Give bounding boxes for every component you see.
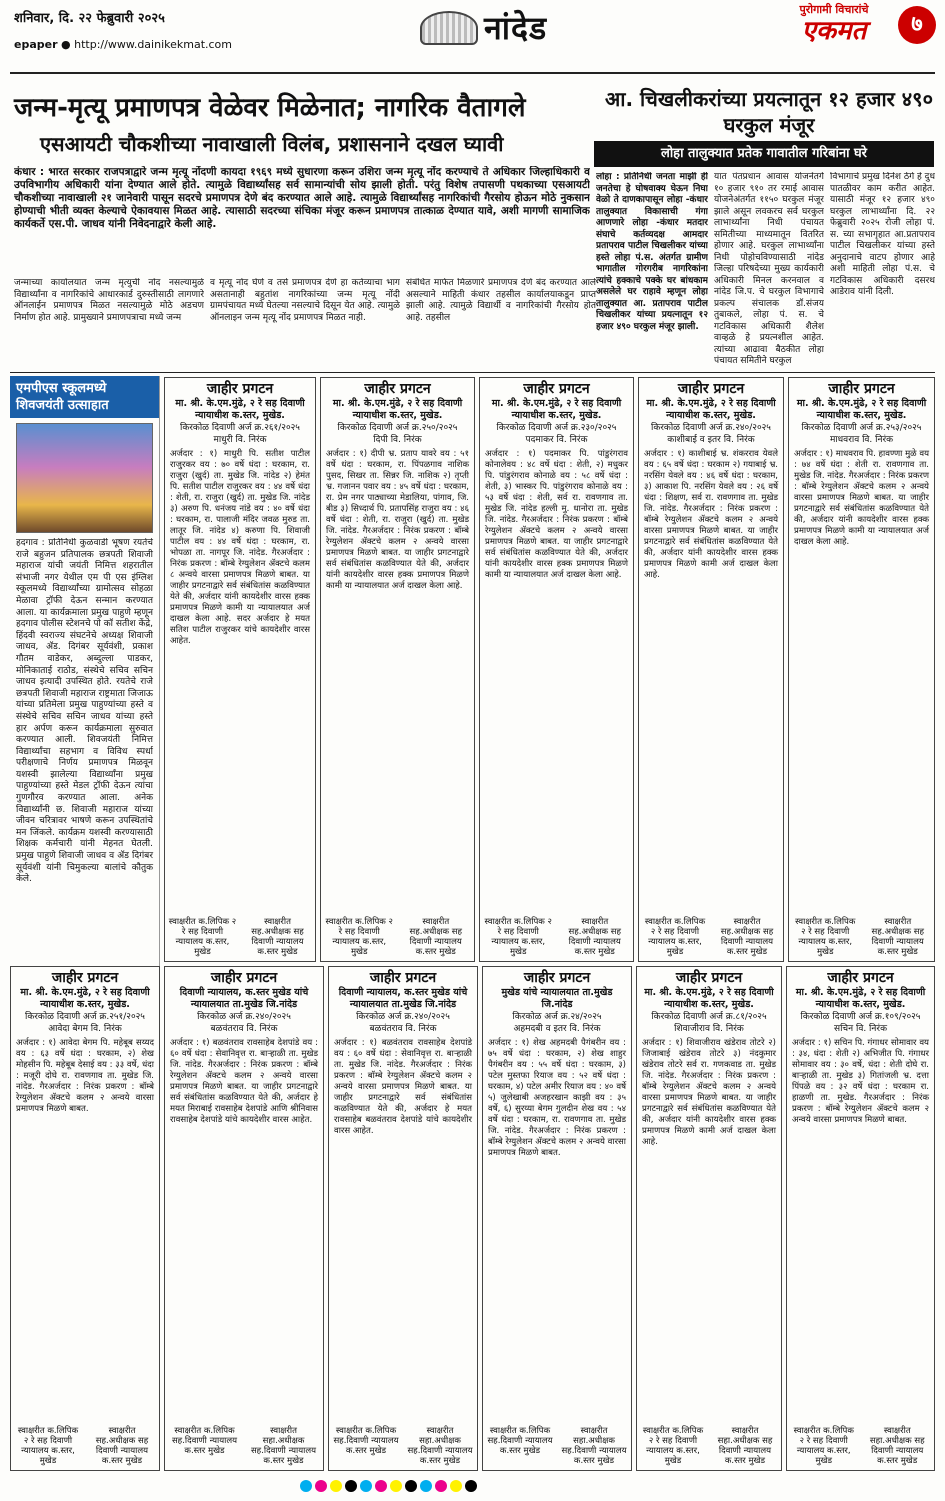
registration-dot (375, 1480, 387, 1492)
notice-court: मुखेड यांचे न्यायालयात ता.मुखेड जि.नांदेड (501, 987, 613, 1010)
notice-sign-left: स्वाक्षरीत क.लिपिक २ रे सह दिवाणी न्यायालय क.स्तर, मुखेड (644, 917, 706, 957)
city-emblem-icon (420, 11, 478, 45)
notice-signatures (483, 1426, 631, 1466)
notice-court: मा. श्री. के.एम.मुंढे, २ रे सह दिवाणी न्यायाधीश क.स्तर, मुखेड. (795, 987, 926, 1010)
notice-parties: पदमाकर वि. निरंक (525, 435, 588, 445)
notice-case-number: किरकोळ दिवाणी अर्ज क्र.१०९/२०२५ (800, 1012, 921, 1022)
notice-case-number: किरकोळ अर्ज क्र.२४०/२०२५ (197, 1012, 291, 1022)
lead-continued-3: संबंधित मार्फत मिळणारे प्रमाणपत्र देणे बंद करण्यात आले असल्याने माहिती कंधार तहसील कार्यालयाकडून प्राप्त झाली आहे. त्यामुळे विद्यार्थी व नागरिकांची गैरसोय होत आहे. तहसील (406, 278, 596, 323)
lead-intro: कंधार : भारत सरकार राजपत्राद्वारे जन्म मृत्यू नोंदणी कायदा १९६९ मध्ये सुधारणा करून उशिरा जन्म मृत्यू नोंद करण्याचे ते अधिकार जिल्हाधिकारी व उपविभागीय अधिकारी यांना देण्यात आले होते. त्यामुळे विद्यार्थ्यांसह सर्व सामान्यांची सोय झाली होती. परंतु विशेष तपासणी पथकाच्या एसआयटी चौकशीच्या नावाखाली २१ जानेवारी पासून सदरचे प्रमाणपत्र देणे बंद करण्यात आले आहे. त्यामुळे विद्यार्थ्यांसह नागरिकांची गैरसोय होऊन मोठे नुकसान होण्याची भीती व्यक्त केल्याचे ऐकावयास मिळत आहे. त्यासाठी सदरच्या संचिका मंजूर करून प्रमाणपत्र तात्काळ देण्यात यावे, अशी मागणी सामाजिक कार्यकर्ते एस.पी. जाधव यांनी निवेदनाद्वारे केली आहे. (14, 166, 590, 230)
notice-body: अर्जदार : १) आवेदा बेगम पि. महेबूब सय्यद वय : ६३ वर्षे धंदा : घरकाम, २) शेख मोहसीन पि. महेबूब देसाई वय : ३३ वर्षे, धंदा : मजूरी दोघे रा. रावणगाव ता. मुखेड जि. नांदेड. गैरअर्जदार : निरंक प्रकरण : बॉम्बे रेग्युलेशन ॲक्टचे कलम २ अन्वये वारसा प्रमाणपत्र मिळणे बाबत. (16, 1038, 154, 1114)
second-col-b: यात पंतप्रधान आवास योजनेंतर्ग १० हजार ९१० तर रमाई आवास योजनेअंतर्गत ११५० घरकुल मंजूर झाले असून लवकरच सर्व घरकुल लाभार्थ्यांना निधी पंचायत समितीच्या माध्यमातून वितरित होणार आहे. घरकुल लाभार्थ्यांना निधी पोहोचविण्यासाठी नांदेड जिल्हा परिषदेच्या मुख्य कार्यकारी अधिकारी मिनल करनवाल व नांदेड जि.प. चे घरकुल विभागाचे प्रकल्प संचालक डॉ.संजय तुबाकले, लोहा पं. स. चे गटविकास अधिकारी शैलेश वाव्हळे हे प्रयत्नशील आहेत. त्यांच्या आढावा बैठकीत लोहा पंचायत समितीने घरकुल (714, 172, 824, 366)
notice-parties: दिपी वि. निरंक (373, 435, 422, 445)
second-subheadline: लोहा तालुक्यात प्रतेक गावातील गरिबांना घरे (594, 141, 934, 167)
legal-notice (320, 377, 475, 962)
notice-sign-right: स्वाक्षरीत सहा.अधीक्षक सह.दिवाणी न्यायालय क.स्तर मुखेड (407, 1426, 473, 1466)
registration-dot (315, 1480, 327, 1492)
brand-tagline: पुरोगामी विचारांचे (799, 3, 869, 16)
second-col-a: लोहा : प्रतिनिधी जनता माझी ही जनतेचा हे घोषवाक्य घेऊन निघा वेळो ते दाणकापासून लोहा -कंधार तालुक्यात विकासाची गंगा आणणारे लोहा -कंधार मतदार संघाचे कर्तव्यदक्ष आमदार प्रतापराव पाटील चिखलीकर यांच्या हस्ते लोहा पं.स. अंतर्गत ग्रामीण भागातील गोरगरीब नागरिकांना त्यांचे हक्काचे पक्के घर बांधकाम असलेले घर राहावे म्हणून लोहा तालुक्यात आ. प्रतापराव पाटील चिखलीकर यांच्या प्रयत्नातून १२ हजार ४९० घरकुल मंजूर झाली. (596, 172, 708, 332)
notice-heading: जाहीर प्रगटन (369, 970, 437, 986)
notice-case-number: किरकोळ अर्ज क्र.२४/२०२५ (512, 1012, 602, 1022)
notice-case-number: किरकोळ दिवाणी अर्ज क्र.२३०/२०२५ (496, 423, 617, 433)
brand-logo (780, 2, 888, 45)
page-number: ७ (898, 6, 936, 44)
legal-notice (638, 377, 784, 962)
notice-case-number: किरकोळ दिवाणी अर्ज क्र.२५०/२०२५ (337, 423, 458, 433)
school-event-photo (16, 423, 153, 533)
section-divider (10, 372, 935, 373)
notice-sign-right: स्वाक्षरीत सह.अधीक्षक सह दिवाणी न्यायालय क.स्तर मुखेड (568, 917, 621, 957)
registration-dot (435, 1480, 447, 1492)
registration-dot (360, 1480, 372, 1492)
notice-sign-left: स्वाक्षरीत क.लिपिक २ रे सह दिवाणी न्यायालय क.स्तर, मुखेड (795, 917, 856, 957)
notice-sign-left: स्वाक्षरीत क.लिपिक २ रे सह दिवाणी न्यायालय क.स्तर, मुखेड (17, 1426, 79, 1466)
notice-signatures (789, 917, 934, 957)
notice-body: अर्जदार : १) शेख अहमदबी पैगंबरीन वय : ७५ वर्षे धंदा : घरकाम, २) शेख शाहुर पैगंबरीन वय : ५५ वर्षे धंदा : घरकाम, ३) पटेल मुस्तफा रियाज वय : ५२ वर्षे धंदा : घरकाम, ४) पटेल अमीर रियाज वय : ४० वर्षे ५) जुलेखाबी अजहरखान काझी वय : ३५ वर्षे, ६) सुरय्या बेगम गुलदीन शेख वय : ५४ वर्षे धंदा : घरकाम, रा. रावणगाव ता. मुखेड जि. नांदेड. गैरअर्जदार : निरंक प्रकरण : बॉम्बे रेग्युलेशन ॲक्टचे कलम २ अन्वये वारसा प्रमाणपत्र मिळणे बाबत. (488, 1038, 626, 1158)
issue-date: शनिवार, दि. २२ फेब्रुवारी २०२५ (14, 11, 165, 26)
notice-sign-right: स्वाक्षरीत सहा.अधीक्षक सह दिवाणी न्यायालय क.स्तर मुखेड (717, 1426, 773, 1466)
notice-parties: शिवाजीराव वि. निरंक (674, 1024, 744, 1034)
registration-dot (420, 1480, 432, 1492)
legal-notice (164, 377, 316, 962)
brand-name: एकमत (801, 16, 867, 46)
school-story-body: हदगाव : प्रतिनिधी कुळवाडी भूषण रयतेचे राजे बहुजन प्रतिपालक छत्रपती शिवाजी महाराज यांची जयंती निमित्त शहरातील संभाजी नगर येथील एम पी एस इंग्लिश स्कूलमध्ये विद्यार्थ्यांच्या ग्रामोत्सव सोहळा मेळावा ट्रॉफी देऊन सन्मान करण्यात आला. या कार्यक्रमाला प्रमुख पाहुणे म्हणून हदगाव पोलीस स्टेशनचे पो कॉ सतीश केंद्रे, हिंदवी स्वराज्य संघटनेचे अध्यक्ष शिवाजी जाधव, ॲड. दिगंबर सूर्यवंशी, प्रकाश गौतम वाडेकर, अब्दुल्ला पाडकर, मोनिकाताई राठोड, संस्थेचे सचिव सचिन जाधव इत्यादी उपस्थित होते. रयतेचे राजे छत्रपती शिवाजी महाराज राष्ट्रमाता जिजाऊ यांच्या प्रतिमेला प्रमुख पाहुण्यांच्या हस्ते व संस्थेचे सचिव सचिन जाधव यांच्या हस्ते हार अर्पण करून कार्यक्रमाला सुरुवात करण्यात आली. शिवजयंती निमित्त विद्यार्थ्यांचा सहभाग व विविध स्पर्धा परीक्षणाचे निर्णय प्रमाणपत्र मिळवून यशस्वी झालेल्या विद्यार्थ्यांना प्रमुख पाहुण्यांच्या हस्ते मेडल ट्रॉफी देऊन त्यांचा गुणगौरव करण्यात आला. अनेक विद्यार्थ्यांनी छ. शिवाजी महाराज यांच्या जीवन चरित्रावर भाषणे करून उपस्थितांचे मन जिंकले. कार्यक्रम यशस्वी करण्यासाठी शिक्षक कर्मचारी यांनी मेहनत घेतली. प्रमुख पाहुणे शिवाजी जाधव व ॲड दिगंबर सूर्यवंशी यांनी चिमुकल्या बालांचे कौतुक केले. (16, 538, 153, 885)
legal-notice (636, 966, 782, 1471)
notice-signatures (480, 917, 633, 957)
notice-sign-right: स्वाक्षरीत सह.अधीक्षक सह दिवाणी न्यायालय क.स्तर मुखेड (871, 917, 924, 957)
notice-court: मा. श्री. के.एम.मुंढे, २ रे सह दिवाणी न्यायाधीश क.स्तर, मुखेड. (646, 398, 776, 421)
registration-dot (390, 1480, 402, 1492)
notice-sign-right: स्वाक्षरीत सहा.अधीक्षक सह दिवाणी न्यायालय क.स्तर मुखेड (869, 1426, 925, 1466)
second-col-c: विभागाचे प्रमुख दिनेश ठेंगे हे दुध पातळीवर काम करीत आहेत. यासाठी मंजूर १२ हजार ४९० घरकुल लाभार्थ्यांना दि. २२ फेब्रुवारी २०२५ रोजी लोहा पं. स. च्या सभागृहात आ.प्रतापराव पाटील चिखलीकर यांच्या हस्ते अनुदानाचे वाटप होणार आहे अशी माहिती लोहा पं.स. चे गटविकास अधिकारी दसरथ आडेराव यांनी दिली. (830, 172, 935, 297)
epaper-url[interactable]: http://www.dainikekmat.com (74, 38, 232, 51)
notice-heading: जाहीर प्रगटन (677, 381, 745, 397)
notice-body: अर्जदार : १) शिवाजीराव खंडेराव तोटरे २) जिजाबाई खंडेराव तोटरे ३) नंदकुमार खंडेराव तोटरे सर्व रा. गणकवाड ता. मुखेड जि. नांदेड. गैरअर्जदार : निरंक प्रकरण : बॉम्बे रेग्युलेशन ॲक्टचे कलम २ अन्वये वारसा प्रमाणपत्र मिळणे बाबत. या जाहीर प्रगटनाद्वारे सर्व संबंधितांस कळविण्यात येते की, अर्जदार यांनी कायदेशीर वारस हक्क प्रमाणपत्र मिळणे कामी अर्ज दाखल केला आहे. (642, 1038, 776, 1147)
notice-sign-right: स्वाक्षरीत सहा.अधीक्षक सह.दिवाणी न्यायालय क.स्तर मुखेड (250, 1426, 317, 1466)
notice-case-number: किरकोळ दिवाणी अर्ज क्र.२४०/२०२५ (651, 423, 771, 433)
registration-dot (405, 1480, 417, 1492)
notice-court: मा. श्री. के.एम.मुंढे, २ रे सह दिवाणी न्यायाधीश क.स्तर, मुखेड. (175, 398, 305, 421)
notice-body: अर्जदार : १) माधुरी पि. सतीश पाटील राजुरकर वय : ७० वर्षे धंदा : घरकाम, रा. राजुरा (खुर्द) ता. मुखेड जि. नांदेड २) हेमंत पि. सतीश पाटील राजुरकर वय : ४४ वर्षे धंदा : शेती, रा. राजुरा (खुर्द) ता. मुखेड जि. नांदेड ३) अरुण पि. धनंजय नांडे वय : ४० वर्षे धंदा : घरकाम, रा. पालाजी मंदिर जवळ मुरुड ता. लातूर जि. नांदेड ४) करुणा पि. शिवाजी पाटील वय : ४४ वर्षे धंदा : घरकाम, रा. भोपळा ता. नागपूर जि. नांदेड. गैरअर्जदार : निरंक प्रकरण : बॉम्बे रेग्युलेशन ॲक्टचे कलम ८ अन्वये वारसा प्रमाणपत्र मिळणे बाबत. या जाहीर प्रगटनाद्वारे सर्व संबंधितांस कळविण्यात येते की, अर्जदार यांनी कायदेशीर वारस हक्क प्रमाणपत्र मिळणे कामी या न्यायालयात अर्ज दाखल केला आहे. सदर अर्जदार हे मयत सतिश पाटील राजुरकर यांचे कायदेशीर वारस आहेत. (170, 449, 310, 646)
notice-court: मा. श्री. के.एम.मुंढे, २ रे सह दिवाणी न्यायाधीश क.स्तर, मुखेड. (20, 987, 150, 1010)
notice-heading: जाहीर प्रगटन (828, 381, 895, 397)
notice-signatures (639, 917, 783, 957)
notice-body: अर्जदार : १) बळवंतराव रावसाहेब देशपांडे वय : ६० वर्षे धंदा : सेवानिवृत्त रा. बाऱ्हाळी ता. मुखेड जि. नांदेड. गैरअर्जदार : निरंक प्रकरण : बॉम्बे रेग्युलेशन ॲक्टचे कलम २ अन्वये वारसा प्रमाणपत्र मिळणे बाबत. या जाहीर प्रगटनाद्वारे सर्व संबंधितांस कळविण्यात येते की, अर्जदार हे मयत रावसाहेब बळवंतराव देशपांडे यांचे कायदेशीर वारस आहेत. (334, 1038, 472, 1136)
second-headline: आ. चिखलीकरांच्या प्रयत्नातून १२ हजार ४९० घरकुल मंजूर (605, 87, 933, 137)
notice-sign-left: स्वाक्षरीत क.लिपिक सह.दिवाणी न्यायालय क.स्तर मुखेड (333, 1426, 399, 1456)
globe-icon: ● (61, 38, 71, 51)
notice-heading: जाहीर प्रगटन (523, 381, 590, 397)
school-story-title: एमपीएस स्कूलमध्ये शिवजयंती उत्साहात (10, 376, 159, 418)
registration-dot (345, 1480, 357, 1492)
notice-body: अर्जदार : १) सचिन पि. गंगाधर सोमावार वय : ३४, धंदा : शेती २) अभिजीत पि. गंगाधर सोमावार वय : ३० वर्षे, धंदा : शेती दोघे रा. बाऱ्हाळी ता. मुखेड ३) गितांजली भ्र. दत्ता पिंपळे वय : ३२ वर्षे धंदा : घरकाम रा. हाळणी ता. मुखेड. गैरअर्जदार : निरंक प्रकरण : बॉम्बे रेग्युलेशन ॲक्टचे कलम २ अन्वये वारसा प्रमाणपत्र मिळणे बाबत. (792, 1038, 929, 1125)
notice-case-number: किरकोळ दिवाणी अर्ज क्र.२६१/२०२५ (180, 423, 300, 433)
notice-heading: जाहीर प्रगटन (827, 970, 894, 986)
notice-parties: सचिन वि. निरंक (834, 1024, 887, 1034)
notice-sign-left: स्वाक्षरीत क.लिपिक २ रे सह दिवाणी न्यायालय क.स्तर, मुखेड (168, 917, 237, 957)
edition-title (420, 6, 547, 49)
notice-heading: जाहीर प्रगटन (51, 970, 119, 986)
notice-court: मा. श्री. के.एम.मुंढे, २ रे सह दिवाणी न्यायाधीश क.स्तर, मुखेड. (644, 987, 774, 1010)
notice-signatures (165, 917, 315, 957)
notice-signatures (787, 1426, 934, 1466)
notice-court: मा. श्री. के.एम.मुंढे, २ रे सह दिवाणी न्यायाधीश क.स्तर, मुखेड. (332, 398, 463, 421)
notice-parties: अहमदबी व इतर वि. निरंक (513, 1024, 601, 1034)
lead-subheadline: एसआयटी चौकशीच्या नावाखाली विलंब, प्रशासनाने दखल घ्यावी (40, 132, 504, 156)
notice-court: मा. श्री. के.एम.मुंढे, २ रे सह दिवाणी न्यायाधीश क.स्तर, मुखेड. (491, 398, 622, 421)
notice-signatures (321, 917, 474, 957)
notice-heading: जाहीर प्रगटन (523, 970, 591, 986)
notice-body: अर्जदार : १) काशीबाई भ्र. शंकरराव येवले वय : ६५ वर्षे धंदा : घरकाम २) गयाबाई भ्र. नरसिंग येवले वय : ४६ वर्षे धंदा : घरकाम, ३) आकाश पि. नरसिंग येवले वय : २६ वर्षे धंदा : शिक्षण, सर्व रा. रावणगाव ता. मुखेड जि. नांदेड. गैरअर्जदार : निरंक प्रकरण : बॉम्बे रेग्युलेशन ॲक्टचे कलम २ अन्वये वारसा प्रमाणपत्र मिळणे बाबत. या जाहीर प्रगटनाद्वारे सर्व संबंधितांस कळविण्यात येते की, अर्जदार यांनी कायदेशीर वारस हक्क प्रमाणपत्र मिळणे कामी अर्ज दाखल केला आहे. (644, 449, 778, 580)
notice-heading: जाहीर प्रगटन (364, 381, 431, 397)
notice-signatures (637, 1426, 781, 1466)
notice-sign-right: स्वाक्षरीत सह.अधीक्षक सह दिवाणी न्यायालय क.स्तर मुखेड (251, 917, 304, 957)
registration-dot (300, 1480, 312, 1492)
notice-signatures (329, 1426, 477, 1466)
legal-notice (10, 966, 160, 1471)
notice-court: मा. श्री. के.एम.मुंढे, २ रे सह दिवाणी न्यायाधीश क.स्तर, मुखेड. (796, 398, 927, 421)
notice-sign-left: स्वाक्षरीत क.लिपिक सह.दिवाणी न्यायालय क.स्तर मुखेड (487, 1426, 553, 1456)
notice-heading: जाहीर प्रगटन (210, 970, 278, 986)
notice-sign-right: स्वाक्षरीत सह.अधीक्षक सह दिवाणी न्यायालय क.स्तर मुखेड (720, 917, 774, 957)
notice-sign-right: स्वाक्षरीत सह.अधीक्षक सह दिवाणी न्यायालय क.स्तर मुखेड (409, 917, 462, 957)
notice-sign-right: स्वाक्षरीत सहा.अधीक्षक सह.दिवाणी न्यायालय क.स्तर मुखेड (561, 1426, 627, 1466)
lead-continued-2: व मृत्यू नोंद घेणे व तसे प्रमाणपत्र देणे हा कर्तव्याचा भाग असतानाही बहुतांश नागरिकांच्या जन्म मृत्यू नोंदी ग्रामपंचायत मध्ये घेतल्या नसल्याचे दिसून येत आहे. त्यामुळे ऑनलाइन जन्म मृत्यू नोंद प्रमाणपत्र मिळत नाही. (210, 278, 400, 323)
masthead (0, 0, 945, 72)
notice-sign-left: स्वाक्षरीत क.लिपिक २ रे सह दिवाणी न्यायालय क.स्तर, मुखेड (793, 1426, 854, 1466)
print-registration-marks (300, 1480, 477, 1492)
legal-notice (786, 966, 935, 1471)
notice-case-number: किरकोळ दिवाणी अर्ज क्र.२५१/२०२५ (25, 1012, 145, 1022)
notice-sign-left: स्वाक्षरीत क.लिपिक २ रे सह दिवाणी न्यायालय क.स्तर, मुखेड (484, 917, 552, 957)
registration-dot (465, 1480, 477, 1492)
notice-parties: बळवंतराव वि. निरंक (210, 1024, 278, 1034)
notice-case-number: किरकोळ दिवाणी अर्ज क्र.८१/२०२५ (651, 1012, 767, 1022)
epaper-link[interactable] (14, 38, 232, 51)
notice-sign-left: स्वाक्षरीत क.लिपिक २ रे सह दिवाणी न्यायालय क.स्तर, मुखेड (325, 917, 393, 957)
notice-parties: माधवराव वि. निरंक (829, 435, 894, 445)
lead-headline: जन्म-मृत्यू प्रमाणपत्र वेळेवर मिळेनात; नागरिक वैतागले (14, 93, 526, 123)
notice-court: दिवाणी न्यायालय, क.स्तर मुखेड यांचे न्यायालयात ता.मुखेड जि.नांदेड (338, 987, 468, 1010)
notice-parties: बळवंतराव वि. निरंक (369, 1024, 437, 1034)
notice-parties: आवेदा बेगम वि. निरंक (48, 1024, 122, 1034)
notice-court: दिवाणी न्यायालय, क.स्तर मुखेड यांचे न्यायालयात ता.मुखेड जि.नांदेड (179, 987, 309, 1010)
notice-heading: जाहीर प्रगटन (675, 970, 743, 986)
notice-body: अर्जदार : १) बळवंतराव रावसाहेब देशपांडे वय : ६० वर्षे धंदा : सेवानिवृत्त रा. बाऱ्हाळी ता. मुखेड जि. नांदेड. गैरअर्जदार : निरंक प्रकरण : बॉम्बे रेग्युलेशन ॲक्टचे कलम २ अन्वये वारसा प्रमाणपत्र मिळणे बाबत. या जाहीर प्रगटनाद्वारे सर्व संबंधितांस कळविण्यात येते की, अर्जदार हे मयत मिराबाई रावसाहेब देशपांडे आणि श्रीनिवास रावसाहेब देशपांडे यांचे कायदेशीर वारस आहेत. (170, 1038, 318, 1125)
notice-heading: जाहीर प्रगटन (206, 381, 274, 397)
edition-city: नांदेड (484, 9, 548, 47)
legal-notice (482, 966, 632, 1471)
notice-parties: माधुरी वि. निरंक (213, 435, 267, 445)
legal-notice (788, 377, 935, 962)
legal-notice (164, 966, 324, 1471)
lead-continued-1: जन्माच्या कार्यालयात जन्म मृत्युची नोंद नसल्यामुळे विद्यार्थ्यांना व नागरिकांचे आधारकार्ड दुरुस्तीसाठी लागणारे ऑनलाईन प्रमाणपत्र मिळत नसल्यामुळे मोठे अडचण निर्माण होत आहे. प्रामुख्याने प्रमाणपत्राचा मध्ये जन्म (14, 278, 204, 323)
notice-sign-right: स्वाक्षरीत सह.अधीक्षक सह दिवाणी न्यायालय क.स्तर मुखेड (95, 1426, 149, 1466)
notice-body: अर्जदार : १) माधवराव पि. हावण्णा मुळे वय : ७४ वर्षे धंदा : शेती रा. रावणगाव ता. मुखेड जि. नांदेड. गैरअर्जदार : निरंक प्रकरण : बॉम्बे रेग्युलेशन ॲक्टचे कलम २ अन्वये वारसा प्रमाणपत्र मिळणे बाबत. या जाहीर प्रगटनाद्वारे सर्व संबंधितांस कळविण्यात येते की, अर्जदार यांनी कायदेशीर वारस हक्क प्रमाणपत्र मिळणे कामी या न्यायालयात अर्ज दाखल केला आहे. (794, 449, 929, 547)
notice-body: अर्जदार : १) पदमाकर पि. पांडुरंगराव कोनालेवय : ४८ वर्षे धंदा : शेती, २) मधुकर पि. पांडुरंगराव कोनाळे वय : ५८ वर्षे धंदा : शेती, ३) भास्कर पि. पांडुरंगराव कोनाळे वय : ५३ वर्षे धंदा : शेती, सर्व रा. रावणगाव ता. मुखेड जि. नांदेड हल्ली मु. धानोरा ता. मुखेड जि. नांदेड. गैरअर्जदार : निरंक प्रकरण : बॉम्बे रेग्युलेशन ॲक्टचे कलम २ अन्वये वारसा प्रमाणपत्र मिळणे बाबत. या जाहीर प्रगटनाद्वारे सर्व संबंधितांस कळविण्यात येते की, अर्जदार यांनी कायदेशीर वारस हक्क प्रमाणपत्र मिळणे कामी या न्यायालयात अर्ज दाखल केला आहे. (485, 449, 628, 580)
epaper-label: epaper (14, 38, 58, 51)
notice-case-number: किरकोळ अर्ज क्र.२४०/२०२५ (356, 1012, 450, 1022)
registration-dot (450, 1480, 462, 1492)
notice-parties: काशीबाई व इतर वि. निरंक (667, 435, 755, 445)
notice-case-number: किरकोळ दिवाणी अर्ज क्र.२५३/२०२५ (801, 423, 922, 433)
registration-dot (330, 1480, 342, 1492)
legal-notice (479, 377, 634, 962)
notice-body: अर्जदार : १) दीपी भ्र. प्रताप यावरे वय : ५१ वर्षे धंदा : घरकाम, रा. पिंपळगाव नाशिक पुसद, सिखर ता. सिन्नर जि. नाशिक २) तृप्ती भ्र. गजानन पवार वय : ४५ वर्षे धंदा : घरकाम, रा. प्रेम नगर पाठ्याच्या मेडालिया, पांगाव, जि. बीड ३) सिध्दार्थ पि. प्रतापसिंह राजुरा वय : ४६ वर्षे धंदा : शेती, रा. राजुरा (खुर्द) ता. मुखेड जि. नांदेड. गैरअर्जदार : निरंक प्रकरण : बॉम्बे रेग्युलेशन ॲक्टचे कलम २ अन्वये वारसा प्रमाणपत्र मिळणे बाबत. या जाहीर प्रगटनाद्वारे सर्व संबंधितांस कळविण्यात येते की, अर्जदार यांनी कायदेशीर वारस हक्क प्रमाणपत्र मिळणे कामी या न्यायालयात अर्ज दाखल केला आहे. (326, 449, 469, 591)
notice-sign-left: स्वाक्षरीत क.लिपिक २ रे सह दिवाणी न्यायालय क.स्तर, मुखेड (642, 1426, 704, 1466)
notice-signatures (165, 1426, 323, 1466)
legal-notice (328, 966, 478, 1471)
notice-sign-left: स्वाक्षरीत क.लिपिक सह.दिवाणी न्यायालय क.स्तर मुखेड (171, 1426, 238, 1456)
notice-signatures (11, 1426, 159, 1466)
masthead-divider (10, 72, 935, 74)
